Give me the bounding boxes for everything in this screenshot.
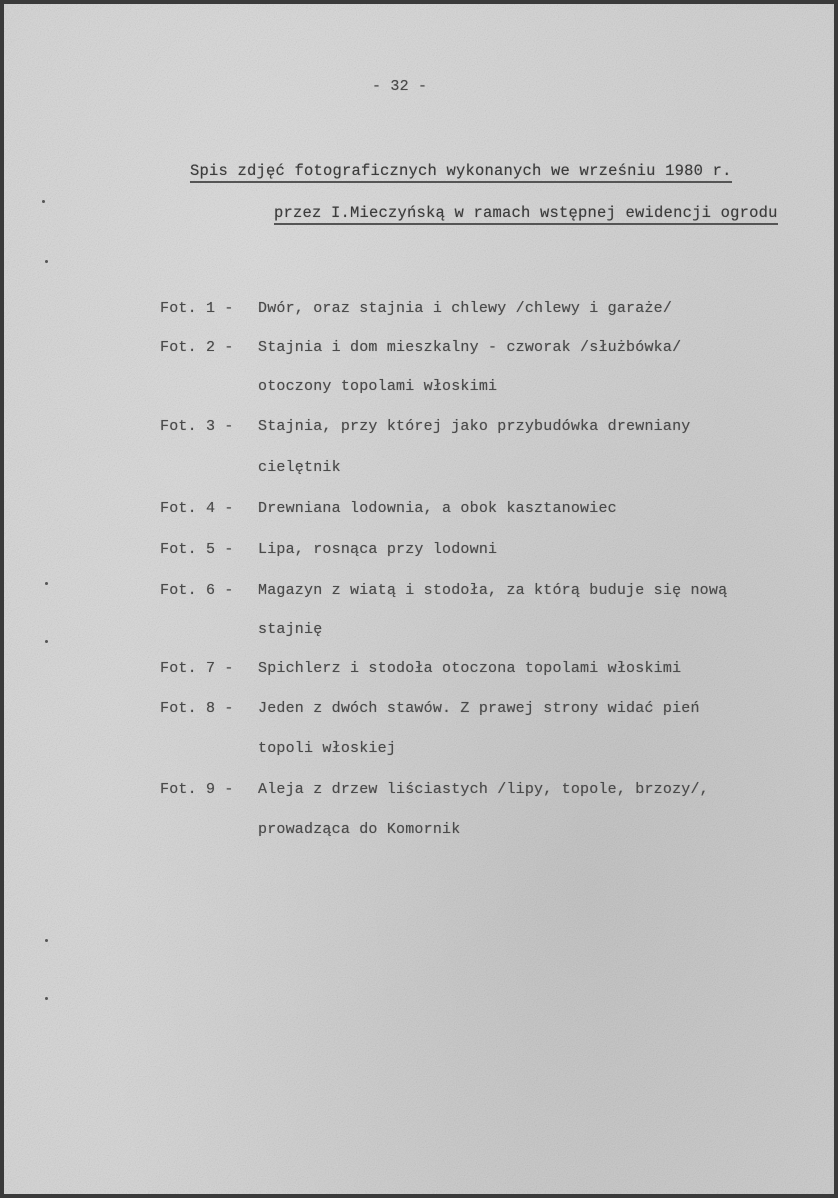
margin-mark [42,200,45,203]
list-item [160,339,681,356]
list-item [160,541,497,558]
list-item [160,660,681,677]
photo-label: Fot. 3 - [160,418,234,435]
photo-description-continued: cielętnik [258,459,341,476]
photo-description: Stajnia, przy której jako przybudówka drewniany [258,418,691,435]
photo-description: Aleja z drzew liściastych /lipy, topole, brzozy/, [258,781,709,798]
photo-description: Dwór, oraz stajnia i chlewy /chlewy i garaże/ [258,300,673,317]
photo-description: Magazyn z wiatą i stodoła, za którą buduje się nową [258,582,728,599]
list-item [160,500,617,517]
photo-label: Fot. 4 - [160,500,234,517]
margin-mark [45,260,48,263]
list-item [160,781,709,798]
title-line-2: przez I.Mieczyńską w ramach wstępnej ewidencji ogrodu [274,204,778,225]
photo-label: Fot. 5 - [160,541,234,558]
photo-label: Fot. 2 - [160,339,234,356]
margin-mark [45,939,48,942]
photo-label: Fot. 1 - [160,300,234,317]
photo-description: Stajnia i dom mieszkalny - czworak /służbówka/ [258,339,682,356]
photo-description-continued: stajnię [258,621,323,638]
page-number: - 32 - [372,78,428,95]
photo-description-continued: prowadząca do Komornik [258,821,461,838]
list-item [160,582,727,599]
photo-description: Spichlerz i stodoła otoczona topolami włoskimi [258,660,682,677]
margin-mark [45,640,48,643]
photo-label: Fot. 9 - [160,781,234,798]
photo-description-continued: topoli włoskiej [258,740,397,757]
photo-label: Fot. 8 - [160,700,234,717]
margin-mark [45,997,48,1000]
title-line-1: Spis zdjęć fotograficznych wykonanych we wrześniu 1980 r. [190,162,732,183]
list-item [160,300,672,317]
photo-label: Fot. 7 - [160,660,234,677]
photo-description: Lipa, rosnąca przy lodowni [258,541,498,558]
list-item [160,418,690,435]
margin-mark [45,582,48,585]
document-page [4,4,834,1194]
photo-label: Fot. 6 - [160,582,234,599]
photo-description-continued: otoczony topolami włoskimi [258,378,498,395]
photo-description: Drewniana lodownia, a obok kasztanowiec [258,500,617,517]
photo-description: Jeden z dwóch stawów. Z prawej strony widać pień [258,700,700,717]
list-item [160,700,700,717]
